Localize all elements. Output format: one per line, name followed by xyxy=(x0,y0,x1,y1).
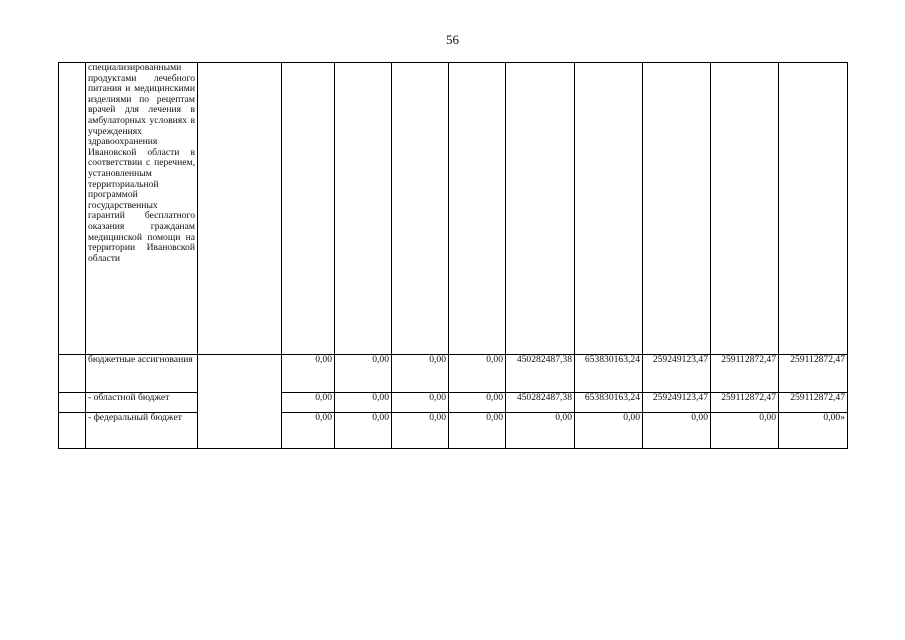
value-cell: 0,00 xyxy=(282,355,335,393)
value-cell: 259249123,47 xyxy=(643,355,711,393)
value-cell: 450282487,38 xyxy=(506,393,575,413)
value-cell: 259249123,47 xyxy=(643,393,711,413)
executor-cell xyxy=(198,355,282,449)
row-label: бюджетные ассигнования xyxy=(86,355,198,393)
value-cell: 0,00 xyxy=(392,393,449,413)
value-cell: 0,00 xyxy=(506,413,575,449)
value-cell xyxy=(392,63,449,355)
value-cell: 0,00 xyxy=(335,355,392,393)
value-cell: 259112872,47 xyxy=(711,393,779,413)
budget-table xyxy=(58,62,848,449)
value-cell xyxy=(449,63,506,355)
value-cell: 259112872,47 xyxy=(779,393,848,413)
value-cell: 0,00» xyxy=(779,413,848,449)
value-cell: 0,00 xyxy=(335,393,392,413)
value-cell xyxy=(643,63,711,355)
value-cell: 0,00 xyxy=(575,413,643,449)
executor-cell xyxy=(198,63,282,355)
value-cell: 0,00 xyxy=(711,413,779,449)
value-cell: 0,00 xyxy=(282,413,335,449)
table-row-regional-budget xyxy=(59,393,848,413)
number-cell xyxy=(59,63,86,355)
table-row-federal-budget xyxy=(59,413,848,449)
value-cell xyxy=(335,63,392,355)
value-cell: 0,00 xyxy=(282,393,335,413)
page-number: 56 xyxy=(446,32,459,47)
value-cell: 0,00 xyxy=(449,413,506,449)
value-cell xyxy=(282,63,335,355)
value-cell xyxy=(506,63,575,355)
value-cell: 0,00 xyxy=(335,413,392,449)
number-cell xyxy=(59,355,86,393)
value-cell xyxy=(779,63,848,355)
table-row-description xyxy=(59,63,848,355)
value-cell xyxy=(711,63,779,355)
value-cell: 653830163,24 xyxy=(575,355,643,393)
table-row-budget-allocations xyxy=(59,355,848,393)
row-label: - областной бюджет xyxy=(86,393,198,413)
value-cell: 0,00 xyxy=(392,355,449,393)
value-cell: 259112872,47 xyxy=(779,355,848,393)
value-cell: 653830163,24 xyxy=(575,393,643,413)
number-cell xyxy=(59,393,86,413)
value-cell: 450282487,38 xyxy=(506,355,575,393)
number-cell xyxy=(59,413,86,449)
value-cell: 0,00 xyxy=(643,413,711,449)
value-cell xyxy=(575,63,643,355)
measure-description: специализированными продуктами лечебного питания и медицинскими изделиями по рецептам врачей для лечения в амбулаторных условиях в учреждениях здравоохранения Ивановской области в соответствии с перечнем, установленным территориальной программой государственных гарантий бесплатного оказания гражданам медицинской помощи на территории Ивановской области xyxy=(86,63,198,355)
value-cell: 259112872,47 xyxy=(711,355,779,393)
value-cell: 0,00 xyxy=(392,413,449,449)
row-label: - федеральный бюджет xyxy=(86,413,198,449)
value-cell: 0,00 xyxy=(449,393,506,413)
value-cell: 0,00 xyxy=(449,355,506,393)
